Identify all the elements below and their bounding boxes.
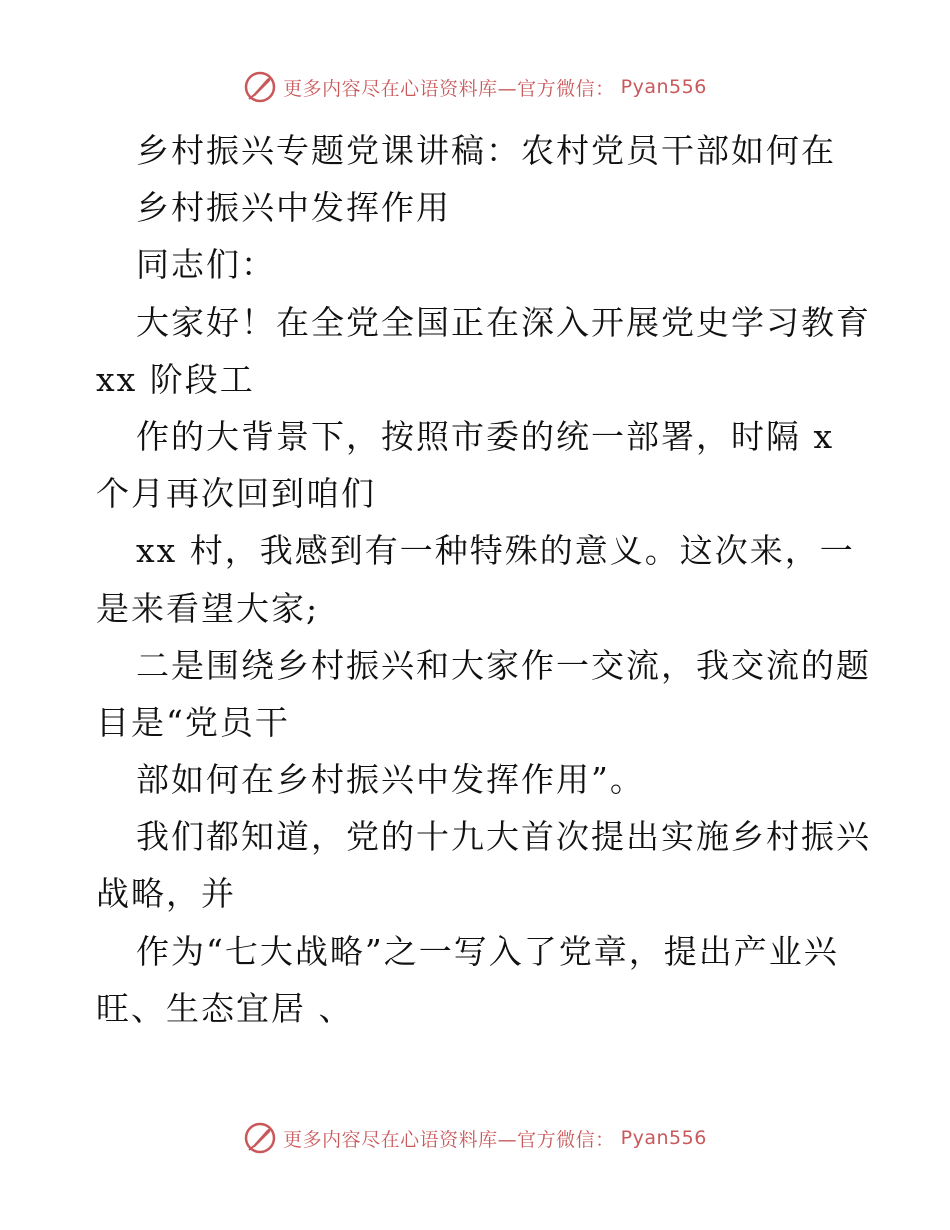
watermark-text: 更多内容尽在心语资料库—官方微信： [283, 77, 615, 100]
paragraph-line: xx 阶段工 [96, 359, 255, 399]
document-title-line-1: 乡村振兴专题党课讲稿：农村党员干部如何在 [136, 131, 836, 170]
document-title-line-2: 乡村振兴中发挥作用 [136, 188, 451, 228]
paragraph-line: xx 村，我感到有一种特殊的意义。这次来，一 [136, 531, 855, 571]
footer-watermark [0, 1121, 950, 1155]
header-watermark [0, 70, 950, 104]
paragraph-line: 我们都知道，党的十九大首次提出实施乡村振兴 [136, 817, 871, 857]
quill-pen-logo-icon [243, 70, 277, 104]
watermark-text: 更多内容尽在心语资料库—官方微信： [283, 1128, 615, 1151]
document-body [96, 122, 871, 1037]
paragraph-line: 旺、生态宜居 、 [96, 988, 354, 1028]
paragraph-line: 二是围绕乡村振兴和大家作一交流，我交流的题 [136, 645, 871, 685]
watermark-wechat-id: Pyan556 [620, 76, 707, 98]
paragraph-line: 大家好！在全党全国正在深入开展党史学习教育 [136, 302, 871, 342]
quill-pen-logo-icon [243, 1121, 277, 1155]
paragraph-line: 个月再次回到咱们 [96, 474, 376, 514]
paragraph-line: 目是“党员干 [96, 702, 290, 742]
paragraph-line: 部如何在乡村振兴中发挥作用”。 [136, 760, 645, 800]
paragraph-line: 作为“七大战略”之一写入了党章，提出产业兴 [136, 931, 839, 971]
paragraph-line: 战略，并 [96, 874, 236, 914]
paragraph-line: 是来看望大家; [96, 588, 320, 628]
salutation: 同志们： [136, 245, 276, 285]
watermark-wechat-id: Pyan556 [620, 1127, 707, 1149]
paragraph-line: 作的大背景下，按照市委的统一部署，时隔 x [136, 416, 835, 456]
